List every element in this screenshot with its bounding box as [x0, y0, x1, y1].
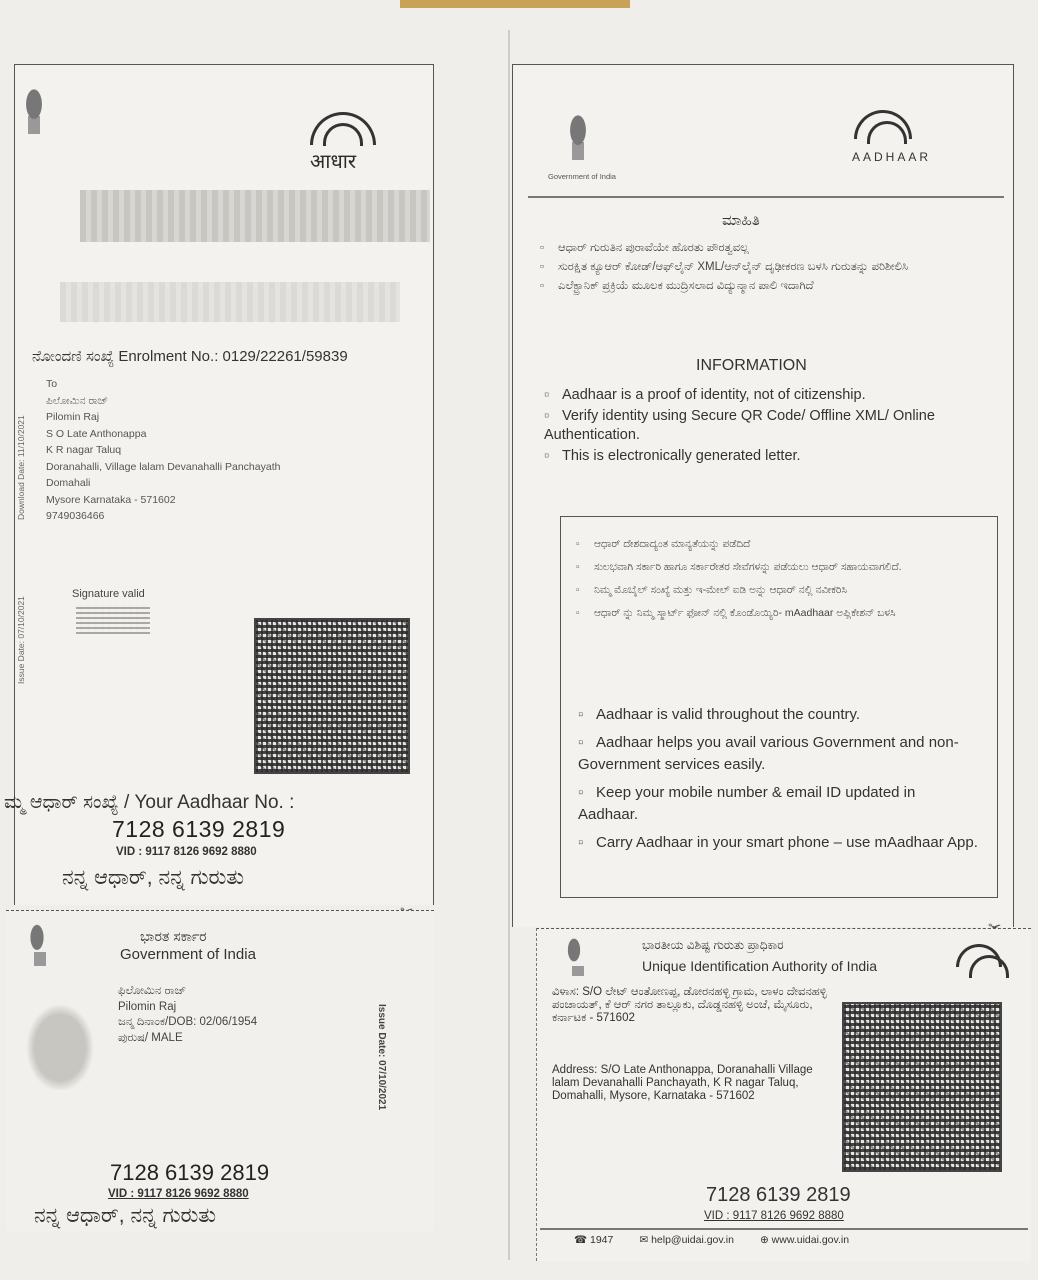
enrolment-number: ನೋಂದಣಿ ಸಂಖ್ಯೆ Enrolment No.: 0129/22261/59839 — [32, 348, 348, 365]
fold-line — [508, 30, 510, 1260]
government-kannada: ಭಾರತ ಸರ್ಕಾರ — [140, 928, 207, 944]
side-issue-date: Issue Date: 07/10/2021 — [16, 596, 26, 684]
address-line: Mysore Karnataka - 571602 — [46, 493, 176, 506]
information-heading: INFORMATION — [696, 357, 807, 374]
digital-signature-stamp — [76, 604, 150, 634]
list-item: ▫ Aadhaar is valid throughout the country. — [578, 706, 861, 723]
list-item: ▫ ಸುಲಭವಾಗಿ ಸರ್ಕಾರಿ ಹಾಗೂ ಸರ್ಕಾರೇತರ ಸೇವೆಗಳನ್ನು ಪಡೆಯಲು ಆಧಾರ್ ಸಹಾಯವಾಗಲಿದೆ. — [576, 561, 902, 573]
list-item: ▫ ನಿಮ್ಮ ಮೊಬೈಲ್ ಸಂಖ್ಯೆ ಮತ್ತು ಇ-ಮೇಲ್ ಐಡಿ ಅನ್ನು ಆಧಾರ್ ನಲ್ಲಿ ನವೀಕರಿಸಿ — [576, 584, 847, 596]
list-item: ▫ Aadhaar helps you avail various Government and non-Government services easily. — [578, 734, 959, 773]
qr-code — [842, 1002, 1002, 1172]
government-banner-blurred — [80, 190, 430, 242]
information-heading-kannada: ಮಾಹಿತಿ — [722, 212, 760, 229]
card-aadhaar-number: 7128 6139 2819 — [110, 1160, 270, 1185]
emblem-icon — [22, 922, 52, 966]
holder-name: Pilomin Raj — [118, 1000, 177, 1013]
emblem-icon — [560, 112, 596, 164]
tagline: ನನ್ನ ಆಧಾರ್, ನನ್ನ ಗುರುತು — [62, 866, 245, 889]
aadhaar-logo — [956, 944, 1002, 967]
aadhaar-logo-text: AADHAAR — [852, 150, 932, 164]
fingerprint-icon — [310, 112, 376, 145]
card-issue-date: Issue Date: 07/10/2021 — [376, 1004, 387, 1111]
recipient-address — [46, 376, 280, 525]
list-item: ▫ ಆಧಾರ್ ನ್ನು ನಿಮ್ಮ ಸ್ಮಾರ್ಟ್ ಫೋನ್ ನಲ್ಲಿ ಕೊಂಡೊಯ್ಯಿರಿ- mAadhaar ಅಪ್ಲಿಕೇಶನ್ ಬಳಸಿ — [576, 607, 896, 619]
tape-strip — [400, 0, 630, 8]
blurred-name-band — [60, 282, 400, 322]
address-line: S O Late Anthonappa — [46, 427, 147, 440]
address-line: Domahali — [46, 477, 91, 489]
government-of-india: Government of India — [120, 946, 256, 963]
list-item: ▫ ಆಧಾರ್ ಗುರುತಿನ ಪುರಾವೆಯೇ ಹೊರತು ಪೌರತ್ವವಲ್ಲ — [540, 242, 749, 254]
english-info-list — [544, 386, 988, 468]
your-aadhaar-label: ಮ್ಮ ಆಧಾರ್ ಸಂಖ್ಯೆ / Your Aadhaar No. : — [4, 792, 295, 813]
email-item: ✉ help@uidai.gov.in — [639, 1234, 734, 1246]
address-line: Doranahalli, Village lalam Devanahalli Panchayath — [46, 460, 281, 473]
footer-divider — [540, 1228, 1028, 1230]
card-back-aadhaar-number: 7128 6139 2819 — [706, 1184, 851, 1206]
kannada-info-list — [540, 240, 940, 297]
fingerprint-icon — [956, 944, 1002, 967]
phone-icon: ☎ — [574, 1234, 590, 1246]
address-line: K R nagar Taluq — [46, 444, 122, 456]
address-line: Pilomin Raj — [46, 411, 100, 423]
list-item: ▫ Carry Aadhaar in your smart phone – use mAadhaar App. — [578, 834, 978, 851]
list-item: ▫ Aadhaar is a proof of identity, not of citizenship. — [544, 387, 866, 403]
vid-number: VID : 9117 8126 9692 8880 — [116, 846, 257, 858]
mail-icon: ✉ — [639, 1234, 652, 1246]
list-item: ▫ ಆಧಾರ್ ದೇಶದಾದ್ಯಂತ ಮಾನ್ಯತೆಯನ್ನು ಪಡೆದಿದೆ — [576, 538, 751, 550]
qr-code — [254, 618, 410, 774]
list-item: ▫ Verify identity using Secure QR Code/ Offline XML/ Online Authentication. — [544, 408, 935, 443]
list-item: ▫ ಎಲೆಕ್ಟ್ರಾನಿಕ್ ಪ್ರಕ್ರಿಯೆ ಮೂಲಕ ಮುದ್ರಿಸಲಾದ ವಿದ್ಯುನ್ಮಾನ ಪಾಲಿ ಇದಾಗಿದೆ — [540, 280, 814, 292]
holder-photo — [20, 996, 100, 1090]
government-of-india-small: Government of India — [548, 172, 616, 181]
signature-status: Signature valid — [72, 588, 145, 600]
website-item: ⊕ www.uidai.gov.in — [759, 1234, 850, 1246]
aadhaar-number: 7128 6139 2819 — [112, 816, 286, 842]
download-date: Download Date: 11/10/2021 — [16, 415, 26, 520]
card-vid-number: VID : 9117 8126 9692 8880 — [108, 1188, 249, 1200]
card-footer — [574, 1234, 849, 1246]
holder-details — [118, 984, 257, 1046]
uidai-name: Unique Identification Authority of India — [642, 958, 878, 974]
card-back-vid: VID : 9117 8126 9692 8880 — [704, 1210, 844, 1222]
uidai-kannada: ಭಾರತೀಯ ವಿಶಿಷ್ಟ ಗುರುತು ಪ್ರಾಧಿಕಾರ — [642, 938, 784, 952]
address-english: Address: S/O Late Anthonappa, Doranahalli Village lalam Devanahalli Panchayath, K R nagar Taluq, Domahalli, Mysore, Karnataka - 571602 — [552, 1064, 813, 1102]
holder-name-kannada: ಫಿಲೋಮಿನ ರಾಜ್ — [118, 985, 187, 997]
list-item: ▫ Keep your mobile number & email ID updated in Aadhaar. — [578, 784, 916, 823]
aadhaar-logo — [310, 112, 376, 174]
holder-gender: ಪುರುಷ/ MALE — [118, 1031, 183, 1044]
list-item: ▫ ಸುರಕ್ಷಿತ ಕ್ಯೂಆರ್ ಕೋಡ್/ಆಫ್‌ಲೈನ್ XML/ಆನ್‌ಲೈನ್ ದೃಢೀಕರಣ ಬಳಸಿ ಗುರುತನ್ನು ಪರಿಶೀಲಿಸಿ — [540, 261, 909, 273]
address-kannada: ವಿಳಾಸ: S/O ಲೇಟ್ ಆಂತೋಣಪ್ಪ, ಡೋರನಹಳ್ಳಿ ಗ್ರಾಮ, ಲಾಳಂ ದೇವನಹಳ್ಳಿ ಪಂಚಾಯತ್, ಕೆ ಆರ್ ನಗರ ತಾಲ್ಲೂಕು, ದೊಡ್ಡನಹಳ್ಳಿ ಅಂಚೆ, ಮೈಸೂರು, ಕರ್ನಾಟಕ - 571602 — [552, 986, 827, 1024]
address-line: To — [46, 378, 58, 390]
holder-dob: ಜನ್ಮ ದಿನಾಂಕ/DOB: 02/06/1954 — [118, 1016, 258, 1028]
globe-icon: ⊕ — [759, 1234, 772, 1246]
emblem-icon — [16, 86, 52, 138]
aadhaar-logo-text: आधार — [310, 149, 357, 173]
emblem-icon — [560, 936, 588, 976]
fingerprint-icon — [854, 110, 912, 139]
address-line: ಪಿಲೋಮಿನ ರಾಜ್ — [46, 394, 109, 407]
divider — [528, 196, 1004, 198]
helpline-item: ☎ 1947 — [574, 1234, 614, 1246]
list-item: ▫ This is electronically generated letter. — [544, 448, 801, 464]
benefits-english-list — [578, 704, 978, 860]
address-line: 9749036466 — [46, 510, 105, 522]
aadhaar-logo — [854, 110, 912, 139]
benefits-kannada-list — [576, 536, 906, 628]
card-tagline: ನನ್ನ ಆಧಾರ್, ನನ್ನ ಗುರುತು — [34, 1204, 217, 1227]
